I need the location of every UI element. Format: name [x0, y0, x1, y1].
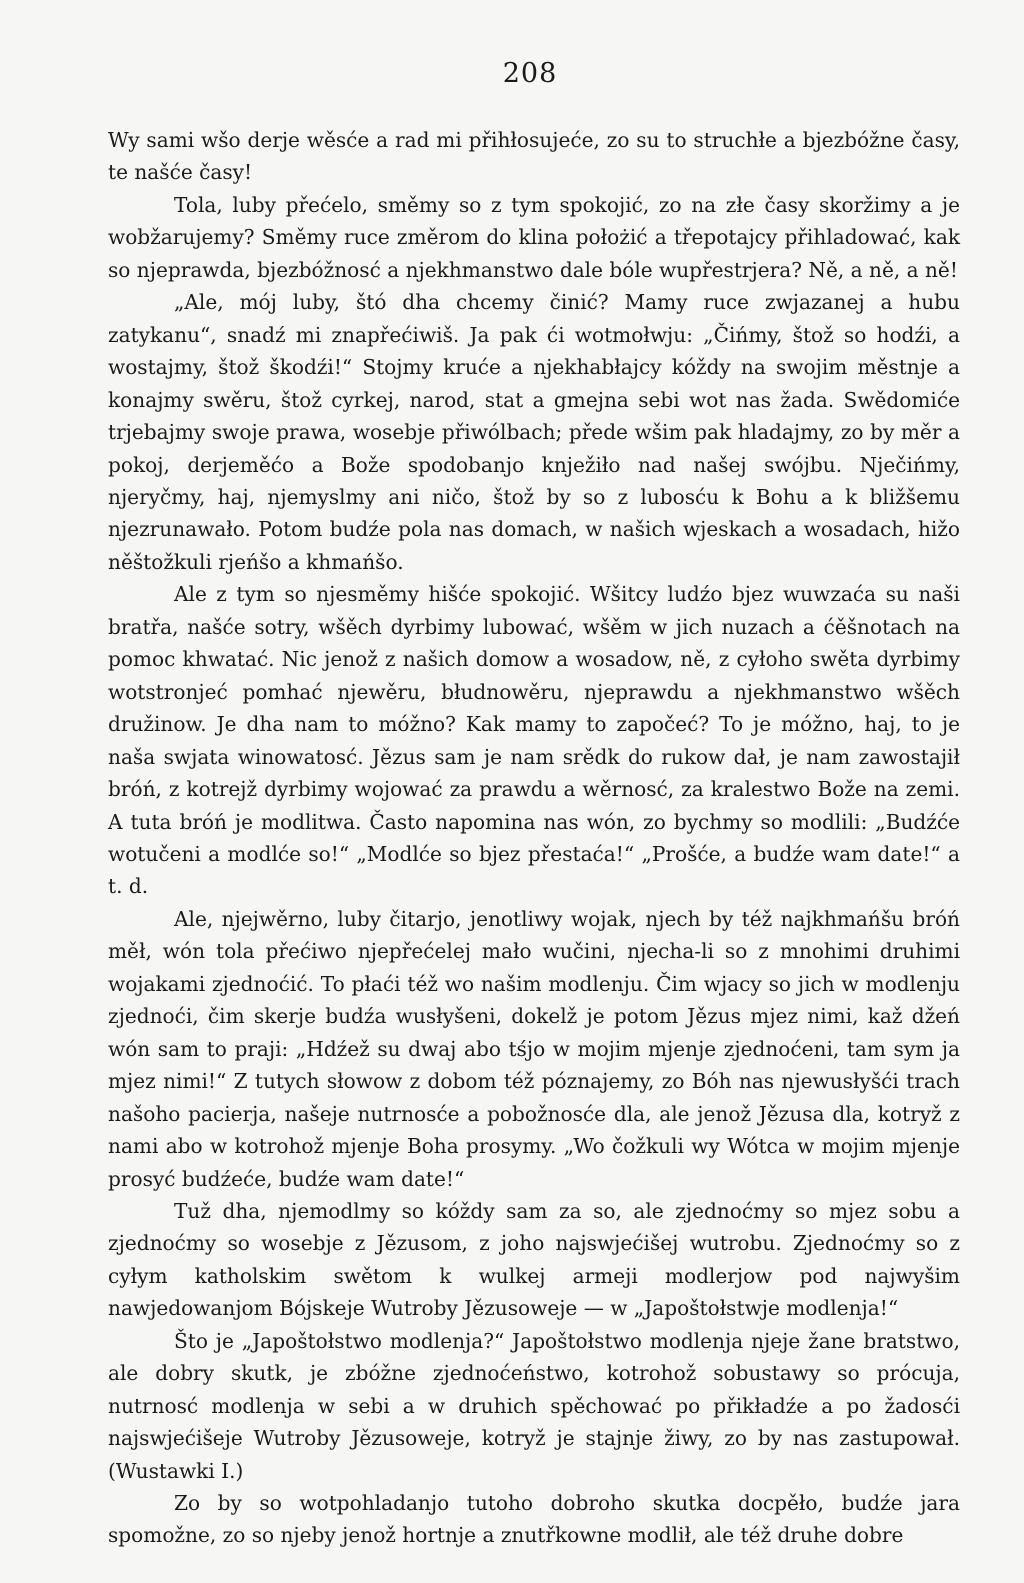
- paragraph: Ale, njejwěrno, luby čitarjo, jenotliwy wojak, njech by též najkhmańšu bróń měł, wón tola přećiwo njepřećelej mało wučini, njecha-li so z mnohimi druhimi wojakami zjednoćić. To płaći též wo našim modlenju. Čim wjacy so jich w modlenju zjednoći, čim skerje budźa wusłyšeni, dokelž je potom Jězus mjez nimi, kaž džeń wón sam to praji: „Hdźež su dwaj abo tśjo w mojim mjenje zjednoćeni, tam sym ja mjez nimi!“ Z tutych słowow z dobom též póznajemy, zo Bóh nas njewusłyšći trach našoho pacierja, našeje nutrnosće a pobožnosće dla, ale jenož Jězusa dla, kotryž z nami abo w kotrohož mjenje Boha prosymy. „Wo čožkuli wy Wótca w mojim mjenje prosyć budźeće, budźe wam date!“: [108, 906, 960, 1191]
- paragraph: Tola, luby přećelo, směmy so z tym spokojić, zo na złe časy skoržimy a je wobžarujemy? Směmy ruce změrom do klina położić a třepotajcy přihladować, kak so njeprawda, bjezbóžnosć a njekhmanstwo dale bóle wupřestrjera? Ně, a ně, a ně!: [108, 192, 960, 282]
- page-number: 208: [502, 58, 558, 89]
- paragraph: „Ale, mój luby, štó dha chcemy činić? Mamy ruce zwjazanej a hubu zatykanu“, snadź mi znapřećiwiš. Ja pak ći wotmołwju: „Čińmy, štož so hodźi, a wostajmy, štož škodźi!“ Stojmy kruće a njekhabłajcy kóždy na swojim městnje a konajmy swěru, štož cyrkej, narod, stat a gmejna sebi wot nas žada. Swědomiće trjebajmy swoje prawa, wosebje přiwólbach; přede wšim pak hladajmy, zo by měr a pokoj, derjeměćo a Bože spodobanjo knježiło nad našej swójbu. Nječińmy, njeryčmy, haj, njemyslmy ani ničo, štož by so z lubosću k Bohu a k bližšemu njezrunawało. Potom budźe pola nas domach, w našich wjeskach a wosadach, hižo něštožkuli rjeńšo a khmańšo.: [108, 290, 960, 574]
- body-text: [108, 124, 960, 1552]
- paragraph: Ale z tym so njesměmy hišće spokojić. Wšitcy ludźo bjez wuwzaća su naši bratřa, našće sotry, wšěch dyrbimy lubować, wšěm w jich nuzach a ćěšnotach na pomoc khwatać. Nic jenož z našich domow a wosadow, ně, z cyłoho swěta dyrbimy wotstronjeć pomhać njewěru, błudnowěru, njeprawdu a njekhmanstwo wšěch družinow. Je dha nam to móžno? Kak mamy to započeć? To je móžno, haj, to je naša swjata winowatosć. Jězus sam je nam srědk do rukow dał, je nam zawostajił bróń, z kotrejž dyrbimy wojować za prawdu a wěrnosć, za kralestwo Bože na zemi. A tuta bróń je modlitwa. Často napomina nas wón, zo bychmy so modlili: „Budźće wotučeni a modlće so!“ „Modlće so bjez přestaća!“ „Prošće, a budźe wam date!“ a t. d.: [108, 582, 960, 899]
- paragraph: Wy sami wšo derje wěsće a rad mi přihłosujeće, zo su to struchłe a bjezbóžne časy, te našće časy!: [108, 128, 960, 185]
- paragraph: Tuž dha, njemodlmy so kóždy sam za so, ale zjednoćmy so mjez sobu a zjednoćmy so wosebje z Jězusom, z joho najswjećišej wutrobu. Zjednoćmy so z cyłym katholskim swětom k wulkej armeji modlerjow pod najwyšim nawjedowanjom Bójskeje Wutroby Jězusoweje — w „Japoštołstwje modlenja!“: [108, 1198, 960, 1321]
- paragraph: Što je „Japoštołstwo modlenja?“ Japoštołstwo modlenja njeje žane bratstwo, ale dobry skutk, je zbóžne zjednoćeństwo, kotrohož sobustawy so prócuja, nutrnosć modlenja w sebi a w druhich spěchować po přikładźe a po žadosći najswjećišeje Wutroby Jězusoweje, kotryž je stajnje žiwy, zo by nas zastupował. (Wustawki I.): [108, 1328, 960, 1483]
- paragraph: Zo by so wotpohladanjo tutoho dobroho skutka docpěło, budźe jara spomožne, zo so njeby jenož hortnje a znutřkowne modlił, ale též druhe dobre: [108, 1491, 960, 1548]
